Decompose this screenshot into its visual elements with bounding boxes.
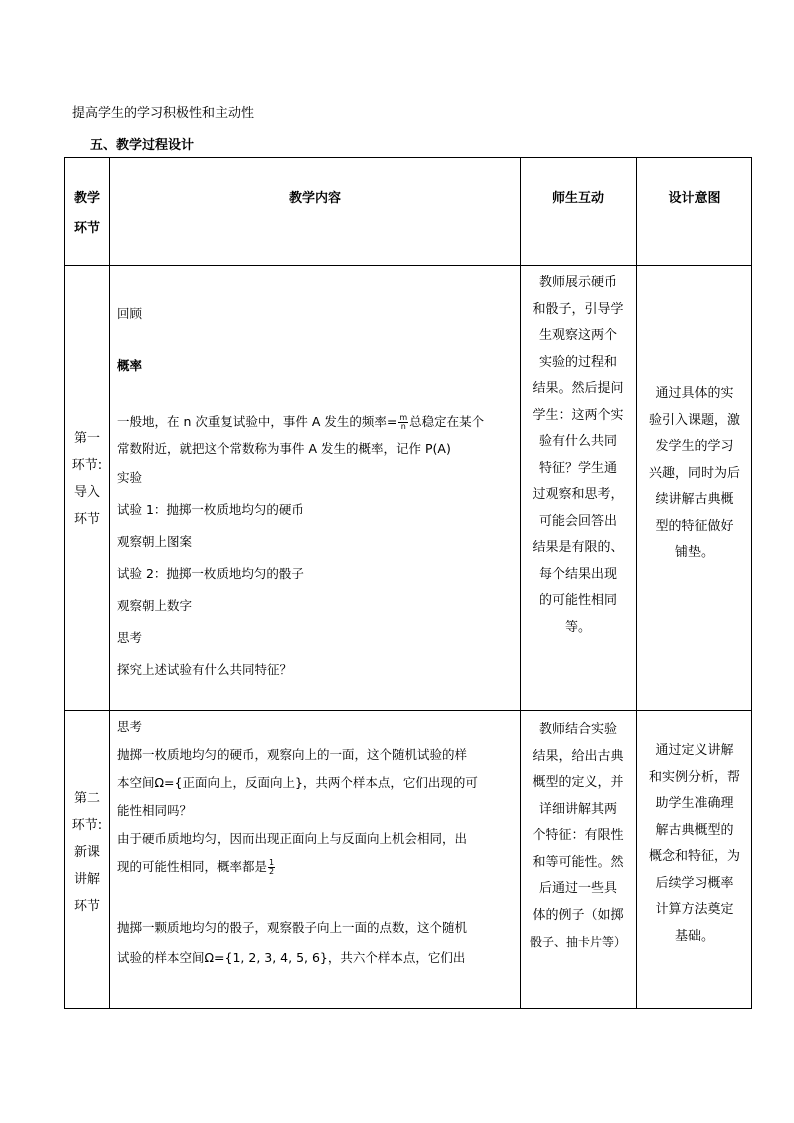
table-divider [64,710,752,711]
interaction-line: 特征？学生通 [538,460,617,476]
content-line: 思考 [117,630,143,645]
header-stage-line: 环节 [73,221,100,236]
intent-line: 后续学习概率 [655,875,734,891]
row1-intent [637,381,752,567]
table-divider [109,157,110,1009]
content-line [117,408,515,435]
intent-line: 续讲解古典概 [655,492,734,507]
interaction-line: 体的例子（如掷 [532,907,624,923]
interaction-line: 概型的定义，并 [532,775,624,790]
content-line: 抛掷一颗质地均匀的骰子，观察骰子向上一面的点数，这个随机 [117,920,468,935]
stage-label-line: 环节 [73,512,100,527]
stage-label-line: 导入 [73,485,100,500]
header-intent: 设计意图 [668,191,721,206]
stage-label-line: 环节: [71,818,103,833]
row2-content [117,713,515,973]
content-line: 能性相同吗？ [117,803,193,818]
header-interaction: 师生互动 [551,191,604,206]
interaction-line: 学生：这两个实 [532,407,624,423]
intent-line: 通过具体的实 [655,386,734,401]
section-title: 五、教学过程设计 [90,138,195,153]
stage-label-line: 环节 [73,899,100,914]
interaction-line: 结果，给出古典 [532,748,624,764]
header-stage [66,184,108,244]
content-line: 思考 [117,719,143,734]
definition-text: 一般地，在 n 次重复试验中，事件 A 发生的频率= [117,414,398,429]
row2-interaction [521,717,635,956]
header-content: 教学内容 [288,191,341,206]
interaction-line: 后通过一些具 [538,881,617,896]
intent-line: 兴趣，同时为后 [648,465,740,481]
intent-line: 和实例分析，帮 [648,769,740,785]
content-line: 实验 [117,470,143,485]
intent-line: 发学生的学习 [655,439,734,454]
row2-intent [637,738,752,950]
probability-fraction [268,859,275,876]
content-line [117,853,515,881]
interaction-line: 和等可能性。然 [532,854,624,870]
content-line: 由于硬币质地均匀，因而出现正面向上与反面向上机会相同，出 [117,831,468,846]
interaction-line: 结果是有限的、 [532,540,624,555]
interaction-line: 教师展示硬币 [538,275,617,290]
content-line: 试验 2：抛掷一枚质地均匀的骰子 [117,566,304,581]
intent-line: 验引入课题，激 [648,412,740,428]
content-line: 试验的样本空间Ω={1, 2, 3, 4, 5, 6}，共六个样本点，它们出 [117,950,466,965]
interaction-line: 每个结果出现 [538,566,617,582]
interaction-line: 骰子、抽卡片等） [529,935,626,949]
intent-line: 基础。 [674,928,714,944]
interaction-line: 结果。然后提问 [532,381,624,396]
interaction-line: 等。 [564,619,591,635]
interaction-line: 和骰子，引导学 [532,301,624,317]
interaction-line: 生观察这两个 [538,328,617,343]
fraction-numerator: m [399,413,408,422]
content-line: 试验 1：抛掷一枚质地均匀的硬币 [117,502,304,517]
intent-line: 解古典概型的 [655,822,734,838]
interaction-line: 实验的过程和 [538,354,617,370]
stage-label-line: 讲解 [73,872,100,887]
intent-line: 型的特征做好 [655,518,734,534]
stage-label-line: 第一 [73,431,100,446]
stage-label-line: 环节: [71,458,103,473]
interaction-line: 验有什么共同 [538,434,617,449]
interaction-line: 教师结合实验 [538,722,617,737]
row2-stage-label [66,785,108,920]
content-line: 回顾 [117,306,143,321]
interaction-line: 详细讲解其两 [538,801,617,817]
probability-text: 现的可能性相同，概率都是 [117,859,268,874]
intent-line: 概念和特征，为 [648,849,740,864]
interaction-line: 个特征：有限性 [532,828,624,843]
intent-line: 铺垫。 [674,545,714,560]
stage-label-line: 第二 [73,791,100,806]
content-line: 探究上述试验有什么共同特征？ [117,662,293,677]
table-divider [64,265,752,266]
content-line: 观察朝上数字 [117,598,193,613]
header-stage-line: 教学 [73,191,100,206]
stage-label-line: 新课 [73,845,100,860]
fraction-denominator: n [400,422,406,431]
row1-stage-label [66,425,108,533]
content-line: 概率 [117,358,143,373]
content-line: 本空间Ω={正面向上，反面向上}，共两个样本点，它们出现的可 [117,775,478,790]
fraction-numerator: 1 [269,858,275,867]
content-line: 抛掷一枚质地均匀的硬币，观察向上的一面，这个随机试验的样 [117,747,468,762]
interaction-line: 过观察和思考， [532,487,624,502]
fraction-denominator: 2 [269,867,275,876]
frequency-fraction [398,414,408,431]
intro-text: 提高学生的学习积极性和主动性 [72,106,255,121]
content-line: 观察朝上图案 [117,534,193,549]
definition-text: 总稳定在某个 [409,414,485,429]
interaction-line: 可能会回答出 [538,513,617,529]
intent-line: 通过定义讲解 [655,743,734,758]
content-line: 常数附近，就把这个常数称为事件 A 发生的概率，记作 P(A) [117,441,451,456]
row1-interaction [521,270,635,641]
interaction-line: 的可能性相同 [538,593,617,608]
intent-line: 助学生准确理 [655,796,734,811]
row1-content [117,304,515,686]
intent-line: 计算方法奠定 [655,902,734,917]
